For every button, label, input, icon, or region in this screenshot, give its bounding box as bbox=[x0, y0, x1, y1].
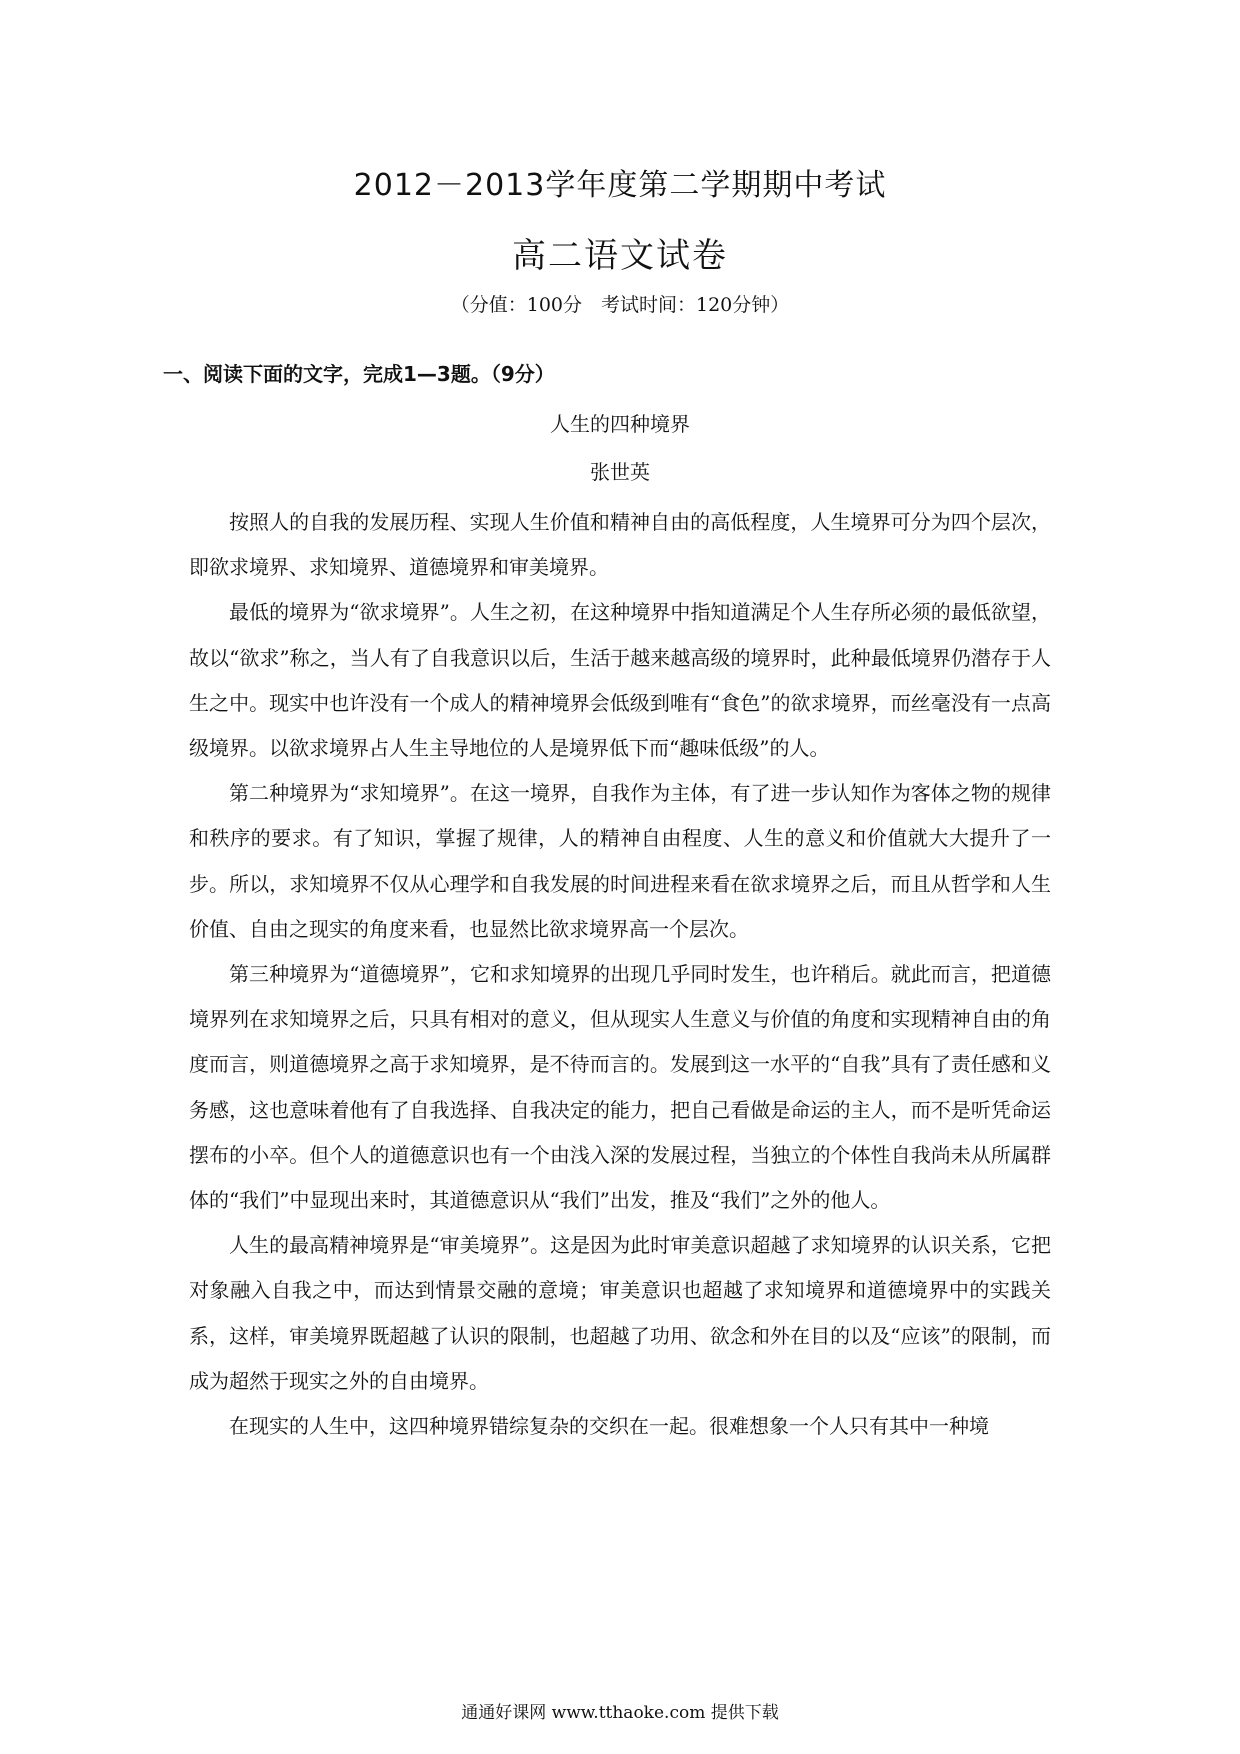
page-footer: 通通好课网 www.tthaoke.com 提供下载 bbox=[461, 1703, 779, 1723]
article-paragraph: 第二种境界为“求知境界”。在这一境界，自我作为主体，有了进一步认知作为客体之物的规律和秩序的要求。有了知识，掌握了规律，人的精神自由程度、人生的意义和价值就大大提升了一步。所以，求知境界不仅从心理学和自我发展的时间进程来看在欲求境界之后，而且从哲学和人生价值、自由之现实的角度来看，也显然比欲求境界高一个层次。 bbox=[189, 781, 1051, 941]
paper-title: 高二语文试卷 bbox=[512, 236, 728, 276]
article-paragraph: 按照人的自我的发展历程、实现人生价值和精神自由的高低程度，人生境界可分为四个层次，即欲求境界、求知境界、道德境界和审美境界。 bbox=[189, 510, 1051, 580]
article-paragraph: 在现实的人生中，这四种境界错综复杂的交织在一起。很难想象一个人只有其中一种境 bbox=[229, 1414, 989, 1439]
article-paragraph: 人生的最高精神境界是“审美境界”。这是因为此时审美意识超越了求知境界的认识关系，它把对象融入自我之中，而达到情景交融的意境；审美意识也超越了求知境界和道德境界中的实践关系，这样，审美境界既超越了认识的限制，也超越了功用、欲念和外在目的以及“应该”的限制，而成为超然于现实之外的自由境界。 bbox=[189, 1233, 1051, 1393]
article-title: 人生的四种境界 bbox=[550, 412, 690, 436]
article-paragraph: 第三种境界为“道德境界”，它和求知境界的出现几乎同时发生，也许稍后。就此而言，把道德境界列在求知境界之后，只具有相对的意义，但从现实人生意义与价值的角度和实现精神自由的角度而言，则道德境界之高于求知境界，是不待而言的。发展到这一水平的“自我”具有了责任感和义务感，这也意味着他有了自我选择、自我决定的能力，把自己看做是命运的主人，而不是听凭命运摆布的小卒。但个人的道德意识也有一个由浅入深的发展过程，当独立的个体性自我尚未从所属群体的“我们”中显现出来时，其道德意识从“我们”出发，推及“我们”之外的他人。 bbox=[189, 962, 1051, 1213]
article-body bbox=[189, 500, 1051, 1449]
article-author: 张世英 bbox=[590, 460, 650, 484]
exam-info: （分值：100分 考试时间：120分钟） bbox=[450, 294, 790, 316]
section-heading: 一、阅读下面的文字，完成1—3题。（9分） bbox=[163, 362, 555, 386]
article-paragraph: 最低的境界为“欲求境界”。人生之初，在这种境界中指知道满足个人生存所必须的最低欲望，故以“欲求”称之，当人有了自我意识以后，生活于越来越高级的境界时，此种最低境界仍潜存于人生之中。现实中也许没有一个成人的精神境界会低级到唯有“食色”的欲求境界，而丝毫没有一点高级境界。以欲求境界占人生主导地位的人是境界低下而“趣味低级”的人。 bbox=[189, 600, 1051, 761]
exam-title: 2012－2013学年度第二学期期中考试 bbox=[353, 168, 887, 203]
